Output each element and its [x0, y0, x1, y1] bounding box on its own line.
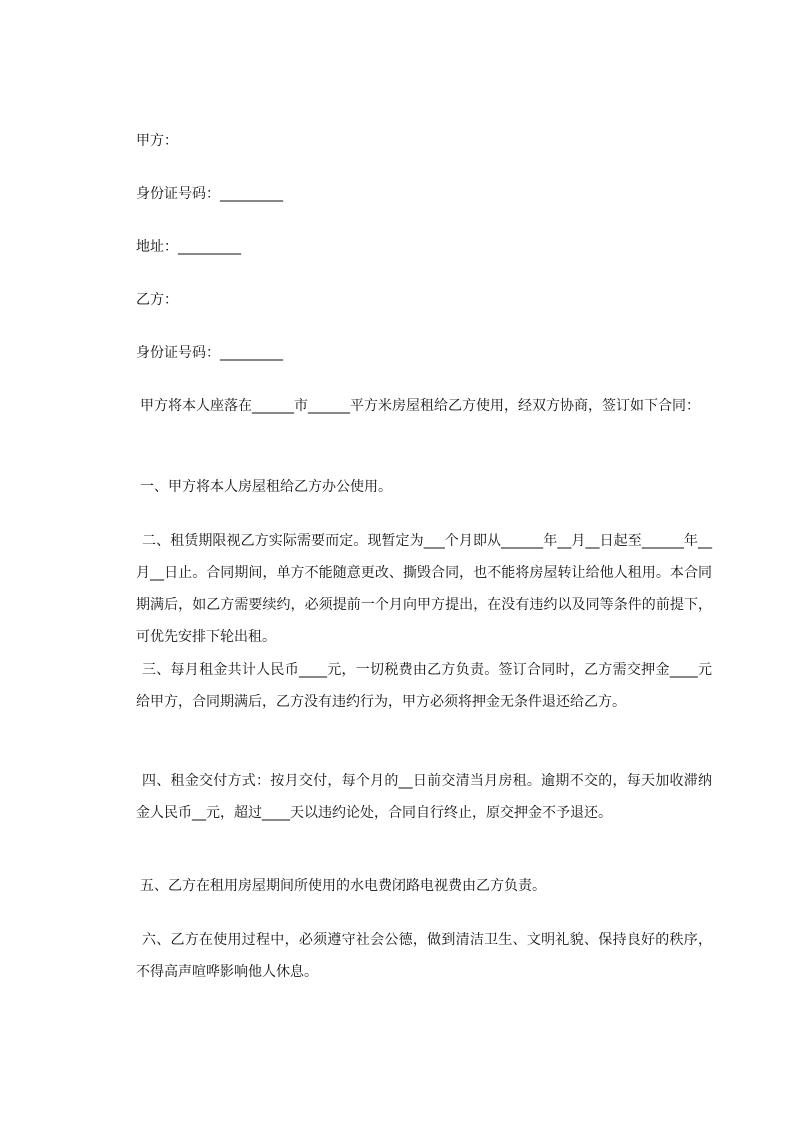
party-a-id-field: 身份证号码：_________ — [136, 186, 283, 202]
intro-paragraph: 甲方将本人座落在______市______平方米房屋租给乙方使用，经双方协商，签订如下合同： — [140, 398, 700, 414]
clause-1: 一、甲方将本人房屋租给乙方办公使用。 — [140, 479, 392, 495]
clause-2: 二、租赁期限视乙方实际需要而定。现暂定为___个月即从______年__月__日起至______年__月__日止。合同期间，单方不能随意更改、撕毁合同，也不能将房屋转让给他人租用。本合同期满后，如乙方需要续约，必须提前一个月向甲方提出，在没有违约以及同等条件的前提下，可优先安排下轮出租。 — [136, 533, 712, 645]
clause-6: 六、乙方在使用过程中，必须遵守社会公德，做到清洁卫生、文明礼貌、保持良好的秩序，不得高声喧哗影响他人休息。 — [136, 932, 712, 980]
party-b-label: 乙方： — [136, 292, 178, 308]
party-a-address-field: 地址：_________ — [136, 239, 241, 255]
clause-3: 三、每月租金共计人民币____元，一切税费由乙方负责。签订合同时，乙方需交押金____元给甲方，合同期满后，乙方没有违约行为，甲方必须将押金无条件退还给乙方。 — [136, 662, 712, 710]
party-b-id-field: 身份证号码：_________ — [136, 345, 283, 361]
clause-4: 四、租金交付方式：按月交付，每个月的__日前交清当月房租。逾期不交的，每天加收滞纳金人民币__元，超过____天以违约论处，合同自行终止，原交押金不予退还。 — [136, 773, 712, 821]
party-a-label: 甲方： — [136, 133, 178, 149]
clause-5: 五、乙方在租用房屋期间所使用的水电费闭路电视费由乙方负责。 — [140, 878, 546, 894]
